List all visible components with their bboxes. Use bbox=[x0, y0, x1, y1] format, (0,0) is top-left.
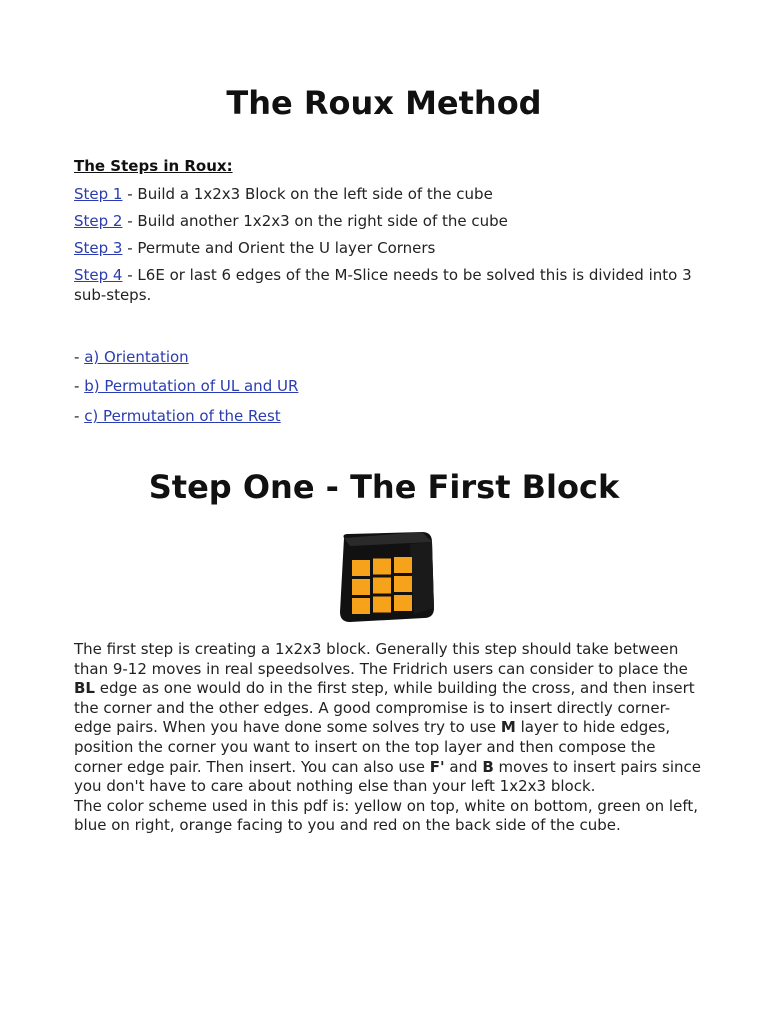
substep-b bbox=[74, 377, 298, 395]
facelet bbox=[352, 579, 370, 595]
substep-a-link[interactable]: a) Orientation bbox=[84, 348, 189, 366]
substep-a-prefix: - bbox=[74, 348, 85, 366]
substep-b-prefix: - bbox=[74, 377, 85, 395]
bold-m: M bbox=[500, 718, 516, 737]
facelet bbox=[373, 597, 391, 613]
substep-c-link[interactable]: c) Permutation of the Rest bbox=[84, 407, 281, 425]
substep-c-prefix: - bbox=[74, 407, 85, 425]
facelet bbox=[394, 576, 412, 592]
body-text-run: layer to hide edges, position the corner you want to insert on the top layer and then compose the corner edge pair. Then insert. You can also use bbox=[74, 718, 671, 776]
body-text-run: edge as one would do in the first step, while building the cross, and then insert the corner and the other edges. A good compromise is to insert directly corner-edge pairs. When you have done some solves try to use bbox=[74, 679, 695, 737]
bold-f-prime: F' bbox=[429, 757, 445, 776]
body-text-run: and bbox=[444, 757, 483, 776]
body-text bbox=[74, 640, 704, 836]
bold-b: B bbox=[482, 757, 494, 776]
step-item-4 bbox=[74, 265, 694, 305]
facelet bbox=[373, 578, 391, 594]
facelet bbox=[373, 559, 391, 575]
step-1-link[interactable]: Step 1 bbox=[74, 185, 123, 203]
step-2-link[interactable]: Step 2 bbox=[74, 212, 123, 230]
cube-icon bbox=[330, 530, 438, 625]
step-4-link[interactable]: Step 4 bbox=[74, 266, 123, 284]
step-3-link[interactable]: Step 3 bbox=[74, 239, 123, 257]
substep-b-link[interactable]: b) Permutation of UL and UR bbox=[84, 377, 299, 395]
facelet bbox=[352, 560, 370, 576]
step-3-text: - Permute and Orient the U layer Corners bbox=[122, 239, 436, 257]
section-title: Step One - The First Block bbox=[148, 468, 620, 506]
body-text-run: The first step is creating a 1x2x3 block. Generally this step should take between than 9-12 moves in real speedsolves. The Fridrich users can consider to place the bbox=[74, 640, 688, 678]
step-item-2 bbox=[74, 211, 694, 231]
cube-image bbox=[330, 530, 438, 625]
step-1-text: - Build a 1x2x3 Block on the left side of the cube bbox=[122, 185, 493, 203]
facelet bbox=[394, 557, 412, 573]
step-2-text: - Build another 1x2x3 on the right side of the cube bbox=[122, 212, 508, 230]
body-text-run: moves to insert pairs since you don't have to care about nothing else than your left 1x2x3 block. bbox=[74, 757, 701, 796]
steps-heading: The Steps in Roux: bbox=[74, 157, 233, 175]
body-paragraph-2: The color scheme used in this pdf is: yellow on top, white on bottom, green on left, blue on right, orange facing to you and red on the back side of the cube. bbox=[74, 796, 698, 835]
orange-facelets bbox=[352, 557, 412, 614]
substep-a bbox=[74, 348, 189, 366]
facelet bbox=[352, 598, 370, 614]
facelet bbox=[394, 595, 412, 611]
page-title: The Roux Method bbox=[226, 84, 542, 122]
bold-bl: BL bbox=[74, 679, 95, 698]
substep-c bbox=[74, 407, 281, 425]
step-4-text: - L6E or last 6 edges of the M-Slice needs to be solved this is divided into 3 sub-steps. bbox=[74, 266, 692, 304]
step-item-1 bbox=[74, 184, 694, 204]
step-item-3 bbox=[74, 238, 694, 258]
body-paragraph-1 bbox=[74, 640, 704, 797]
